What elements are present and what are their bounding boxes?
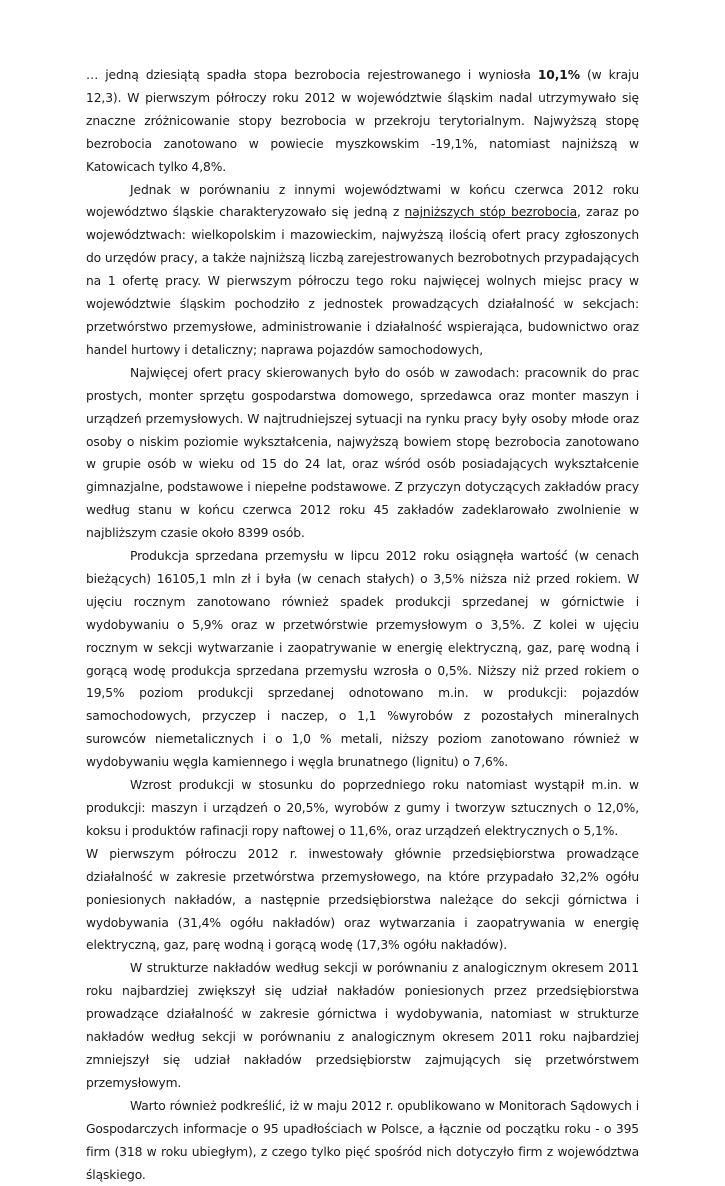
paragraph-4: Produkcja sprzedana przemysłu w lipcu 2012 roku osiągnęła wartość (w cenach bieżących) 16105,1 mln zł i była (w cenach stałych) o 3,5% niższa niż przed rokiem. W ujęciu rocznym zanotowano również spadek produkcji sprzedanej w górnictwie i wydobywaniu o 5,9% oraz w przetwórstwie przemysłowym o 3,5%. Z kolei w ujęciu rocznym w sekcji wytwarzanie i zaopatrywanie w energię elektryczną, gaz, parę wodną i gorącą wodę produkcja sprzedana przemysłu wzrosła o 0,5%. Niższy niż przed rokiem o 19,5% poziom produkcji sprzedanej odnotowano m.in. w produkcji: pojazdów samochodowych, przyczep i naczep, o 1,1 %wyrobów z pozostałych mineralnych surowców niemetalicznych i o 1,0 % metali, niższy poziom zanotowano również w wydobywaniu węgla kamiennego i węgla brunatnego (lignitu) o 7,6%.	[86, 549, 639, 770]
unemployment-rate-value: 10,1%	[537, 68, 580, 82]
paragraph-2	[86, 179, 639, 362]
paragraph-2-text-a: Jednak w porównaniu z innymi województwami w końcu czerwca 2012 roku województwo śląskie charakteryzowało się jedną z	[86, 182, 639, 220]
paragraph-8: Warto również podkreślić, iż w maju 2012 r. opublikowano w Monitorach Sądowych i Gospodarczych informacje o 95 upadłościach w Polsce, a łącznie od początku roku - o 395 firm (318 w roku ubiegłym), z czego tylko pięć spośród nich dotyczyło firm z województwa śląskiego.	[86, 1098, 639, 1182]
paragraph-1	[86, 64, 639, 179]
underlined-phrase: najniższych stóp bezrobocia	[404, 205, 578, 220]
paragraph-2-text-c: , zaraz po województwach: wielkopolskim i mazowieckim, najwyższą ilością ofert pracy zgłoszonych do urzędów pracy, a także najniższą liczbą zarejestrowanych bezrobotnych przypadających na 1 ofertę pracy. W pierwszym półroczu tego roku najwięcej wolnych miejsc pracy w województwie śląskim pochodziło z jednostek prowadzących działalność w sekcjach: przetwórstwo przemysłowe, administrowanie i działalność wspierająca, budownictwo oraz handel hurtowy i detaliczny; naprawa pojazdów samochodowych,	[86, 205, 639, 357]
paragraph-3: Najwięcej ofert pracy skierowanych było do osób w zawodach: pracownik do prac prostych, monter sprzętu gospodarstwa domowego, sprzedawca oraz monter maszyn i urządzeń przemysłowych. W najtrudniejszej sytuacji na rynku pracy były osoby młode oraz osoby o niskim poziomie wykształcenia, najwyższą bowiem stopę bezrobocia zanotowano w grupie osób w wieku od 15 do 24 lat, oraz wśród osób posiadających wykształcenie gimnazjalne, podstawowe i niepełne podstawowe. Z przyczyn dotyczących zakładów pracy według stanu w końcu czerwca 2012 roku 45 zakładów zadeklarowało zwolnienie w najbliższym czasie około 8399 osób.	[86, 365, 639, 541]
paragraph-1-text-a: … jedną dziesiątą spadła stopa bezrobocia rejestrowanego i wyniosła	[86, 68, 538, 82]
paragraph-1-text-c: (w kraju 12,3). W pierwszym półroczy roku 2012 w województwie śląskim nadal utrzymywało się znaczne zróżnicowanie stopy bezrobocia w przekroju terytorialnym. Najwyższą stopę bezrobocia zanotowano w powiecie myszkowskim -19,1%, natomiast najniższą w Katowicach tylko 4,8%.	[86, 68, 639, 174]
document-page	[86, 64, 639, 1186]
paragraph-7: W strukturze nakładów według sekcji w porównaniu z analogicznym okresem 2011 roku najbardziej zwiększył się udział nakładów poniesionych przez przedsiębiorstwa prowadzące działalność w zakresie górnictwa i wydobywania, natomiast w strukturze nakładów według sekcji w porównaniu z analogicznym okresem 2011 roku najbardziej zmniejszył się udział nakładów przedsiębiorstw zajmujących się przetwórstwem przemysłowym.	[86, 961, 639, 1090]
paragraph-6: W pierwszym półroczu 2012 r. inwestowały głównie przedsiębiorstwa prowadzące działalność w zakresie przetwórstwa przemysłowego, na które przypadało 32,2% ogółu poniesionych nakładów, a następnie przedsiębiorstwa należące do sekcji górnictwa i wydobywania (31,4% ogółu nakładów) oraz wytwarzania i zaopatrywania w energię elektryczną, gaz, parę wodną i gorącą wodę (17,3% ogółu nakładów).	[86, 846, 639, 953]
paragraph-5: Wzrost produkcji w stosunku do poprzedniego roku natomiast wystąpił m.in. w produkcji: maszyn i urządzeń o 20,5%, wyrobów z gumy i tworzyw sztucznych o 12,0%, koksu i produktów rafinacji ropy naftowej o 11,6%, oraz urządzeń elektrycznych o 5,1%.	[86, 778, 639, 838]
